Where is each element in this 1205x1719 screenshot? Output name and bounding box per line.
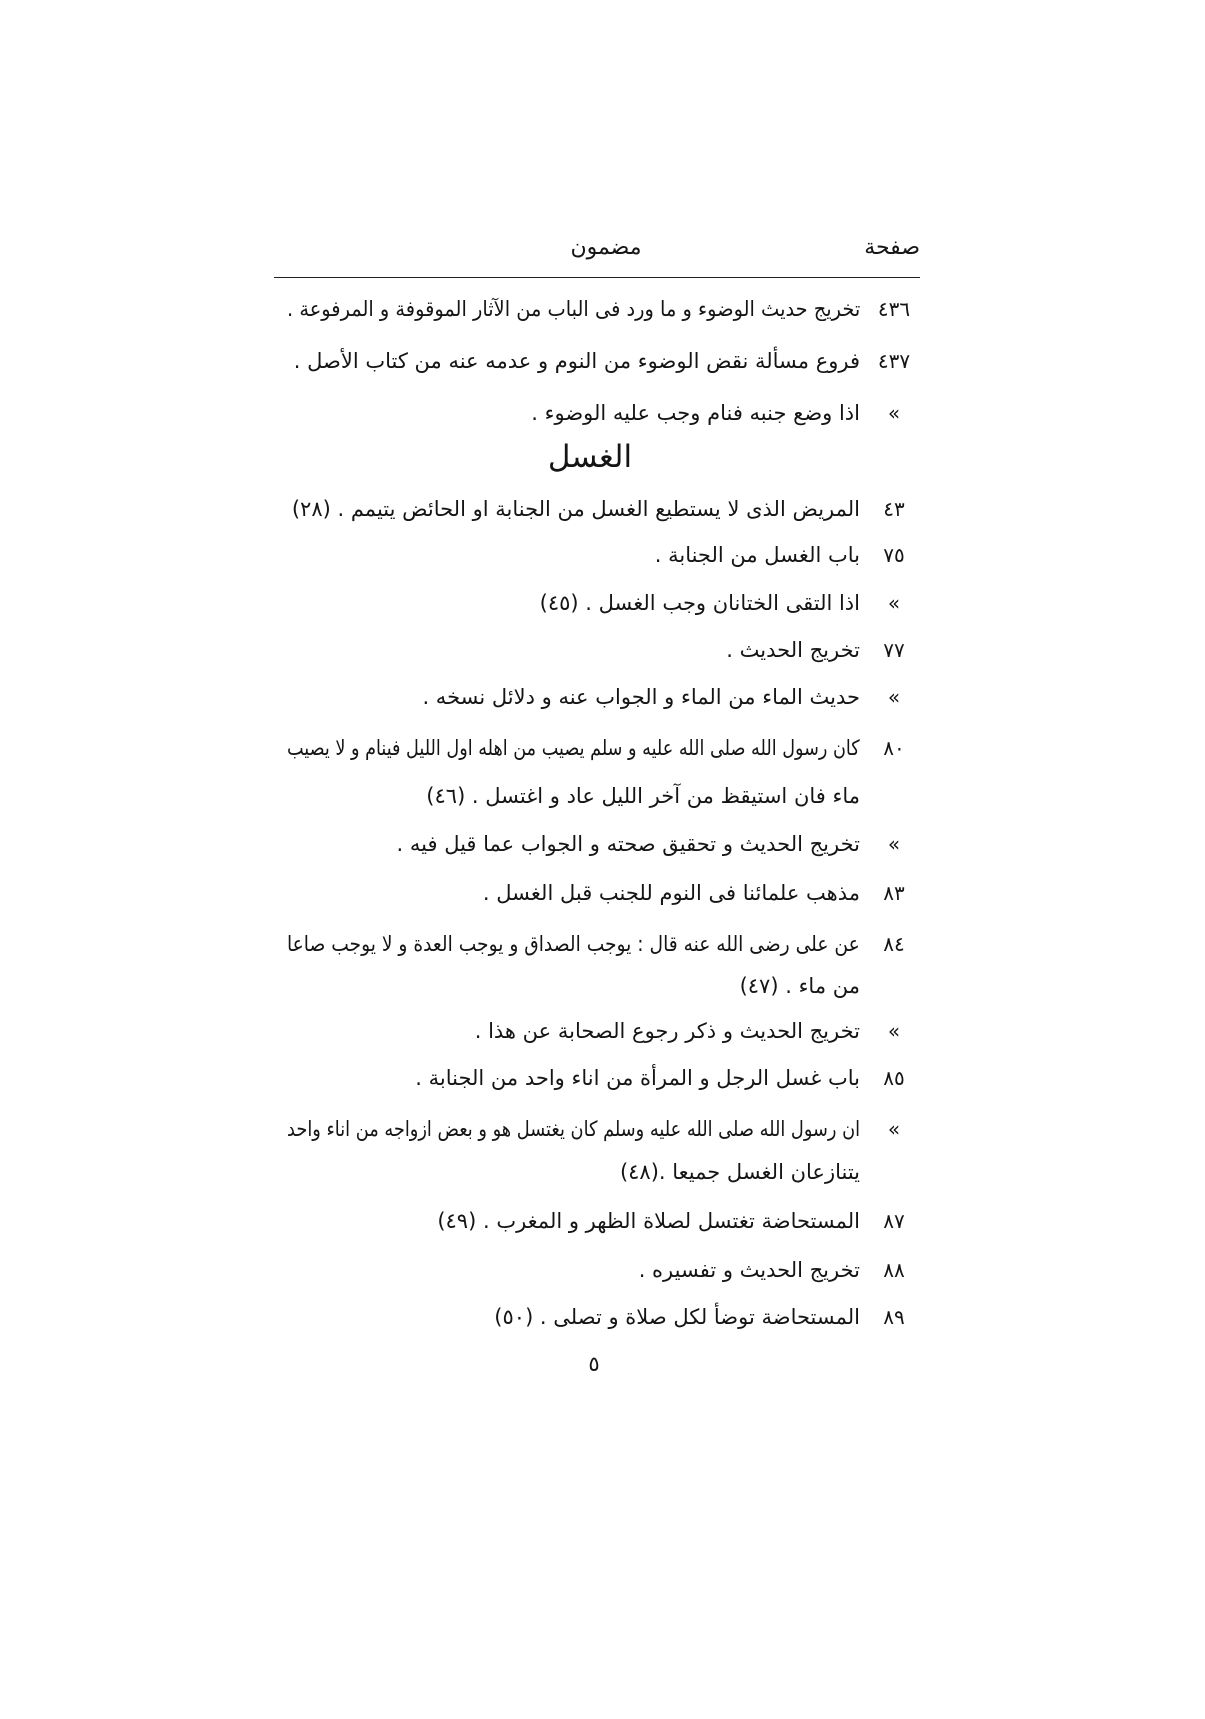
entry-text (287, 1300, 860, 1334)
ditto-mark: » (887, 1019, 901, 1043)
page-reference: ٧٧ (883, 638, 905, 662)
folio-number: ٥ (588, 1352, 600, 1376)
entry-text (287, 292, 860, 326)
entry-text-line: تخريج الحديث و تحقيق صحته و الجواب عما قيل فيه . (396, 832, 860, 856)
entry-text-line: ماء فان استيقظ من آخر الليل عاد و اغتسل . (٤٦) (426, 784, 860, 808)
page-reference: ٨٨ (883, 1258, 905, 1282)
entry-text (287, 969, 860, 1003)
entry-text-line: من ماء . (٤٧) (739, 974, 860, 998)
entry-text-line: فروع مسألة نقض الوضوء من النوم و عدمه عنه من كتاب الأصل . (293, 349, 860, 373)
entry-text-line: اذا التقى الختانان وجب الغسل . (٤٥) (539, 591, 860, 615)
entry-text-line: عن على رضى الله عنه قال : يوجب الصداق و يوجب العدة و لا يوجب صاعا (287, 932, 860, 956)
ditto-mark: » (887, 1117, 901, 1141)
entry-text-line: اذا وضع جنبه فنام وجب عليه الوضوء . (531, 401, 860, 425)
toc-entry (287, 396, 920, 430)
page-reference: ٨٧ (883, 1209, 905, 1233)
entry-text (287, 876, 860, 910)
entry-text-line: تخريج الحديث و تفسيره . (638, 1258, 860, 1282)
entry-text (287, 927, 860, 961)
entry-text-line: باب غسل الرجل و المرأة من اناء واحد من الجنابة . (415, 1066, 860, 1090)
page-reference: ٤٣٦ (877, 297, 911, 321)
entry-text-line: تخريج الحديث . (726, 638, 860, 662)
section-heading: الغسل (547, 439, 633, 475)
toc-entry (287, 731, 920, 765)
toc-entry (287, 827, 920, 861)
ditto-mark: » (887, 591, 901, 615)
page-reference: ٨٣ (883, 881, 905, 905)
toc-entry (287, 1014, 920, 1048)
ditto-mark: » (887, 401, 901, 425)
toc-entry (287, 292, 920, 326)
toc-entry-continuation (287, 969, 920, 1003)
toc-entry (287, 586, 920, 620)
entry-text (287, 731, 860, 765)
entry-text (287, 827, 860, 861)
page-column-heading: صفحة (864, 235, 920, 260)
entry-text-line: باب الغسل من الجنابة . (654, 543, 860, 567)
toc-entry (287, 538, 920, 572)
entry-text (287, 538, 860, 572)
page-reference: ٨٩ (883, 1305, 905, 1329)
entry-text-line: المستحاضة توضأ لكل صلاة و تصلى . (٥٠) (494, 1305, 860, 1329)
toc-entry (287, 1300, 920, 1334)
entry-text-line: حديث الماء من الماء و الجواب عنه و دلائل نسخه . (422, 685, 860, 709)
page-reference: ٧٥ (883, 543, 905, 567)
entry-text (287, 1155, 860, 1189)
entry-text (287, 1061, 860, 1095)
entry-text-line: ان رسول الله صلى الله عليه وسلم كان يغتسل هو و بعض ازواجه من اناء واحد (286, 1117, 860, 1141)
toc-entry (287, 1253, 920, 1287)
page-reference: ٨٥ (883, 1066, 905, 1090)
toc-entry (287, 492, 920, 526)
page-reference: ٨٤ (883, 932, 905, 956)
entry-text-line: كان رسول الله صلى الله عليه و سلم يصيب من اهله اول الليل فينام و لا يصيب (287, 736, 860, 760)
page-reference: ٨٠ (883, 736, 905, 760)
toc-entry-continuation (287, 779, 920, 813)
toc-entry-continuation (287, 1155, 920, 1189)
toc-entry (287, 927, 920, 961)
entry-text-line: تخريج حديث الوضوء و ما ورد فى الباب من الآثار الموقوفة و المرفوعة . (286, 297, 860, 321)
entry-text-line: مذهب علمائنا فى النوم للجنب قبل الغسل . (482, 881, 860, 905)
ditto-mark: » (887, 832, 901, 856)
entry-text (287, 344, 860, 378)
entry-text (287, 396, 860, 430)
entry-text (287, 779, 860, 813)
entry-text-line: يتنازعان الغسل جميعا .(٤٨) (619, 1160, 860, 1184)
entry-text (287, 1204, 860, 1238)
page-reference: ٤٣٧ (877, 349, 911, 373)
toc-entry (287, 344, 920, 378)
ditto-mark: » (887, 685, 901, 709)
toc-entry (287, 633, 920, 667)
toc-entry (287, 680, 920, 714)
entry-text (287, 1253, 860, 1287)
subject-column-heading: مضمون (570, 235, 642, 260)
entry-text-line: المريض الذى لا يستطيع الغسل من الجنابة او الحائض يتيمم . (٢٨) (291, 497, 860, 521)
entry-text (287, 492, 860, 526)
toc-entry (287, 1112, 920, 1146)
toc-entry (287, 1204, 920, 1238)
entry-text-line: المستحاضة تغتسل لصلاة الظهر و المغرب . (٤٩) (437, 1209, 860, 1233)
entry-text (287, 1014, 860, 1048)
entry-text (287, 633, 860, 667)
entry-text-line: تخريج الحديث و ذكر رجوع الصحابة عن هذا . (474, 1019, 860, 1043)
toc-entry (287, 1061, 920, 1095)
page-reference: ٤٣ (883, 497, 905, 521)
header-rule (274, 277, 920, 278)
toc-entry (287, 876, 920, 910)
entry-text (287, 586, 860, 620)
entry-text (287, 680, 860, 714)
entry-text (287, 1112, 860, 1146)
